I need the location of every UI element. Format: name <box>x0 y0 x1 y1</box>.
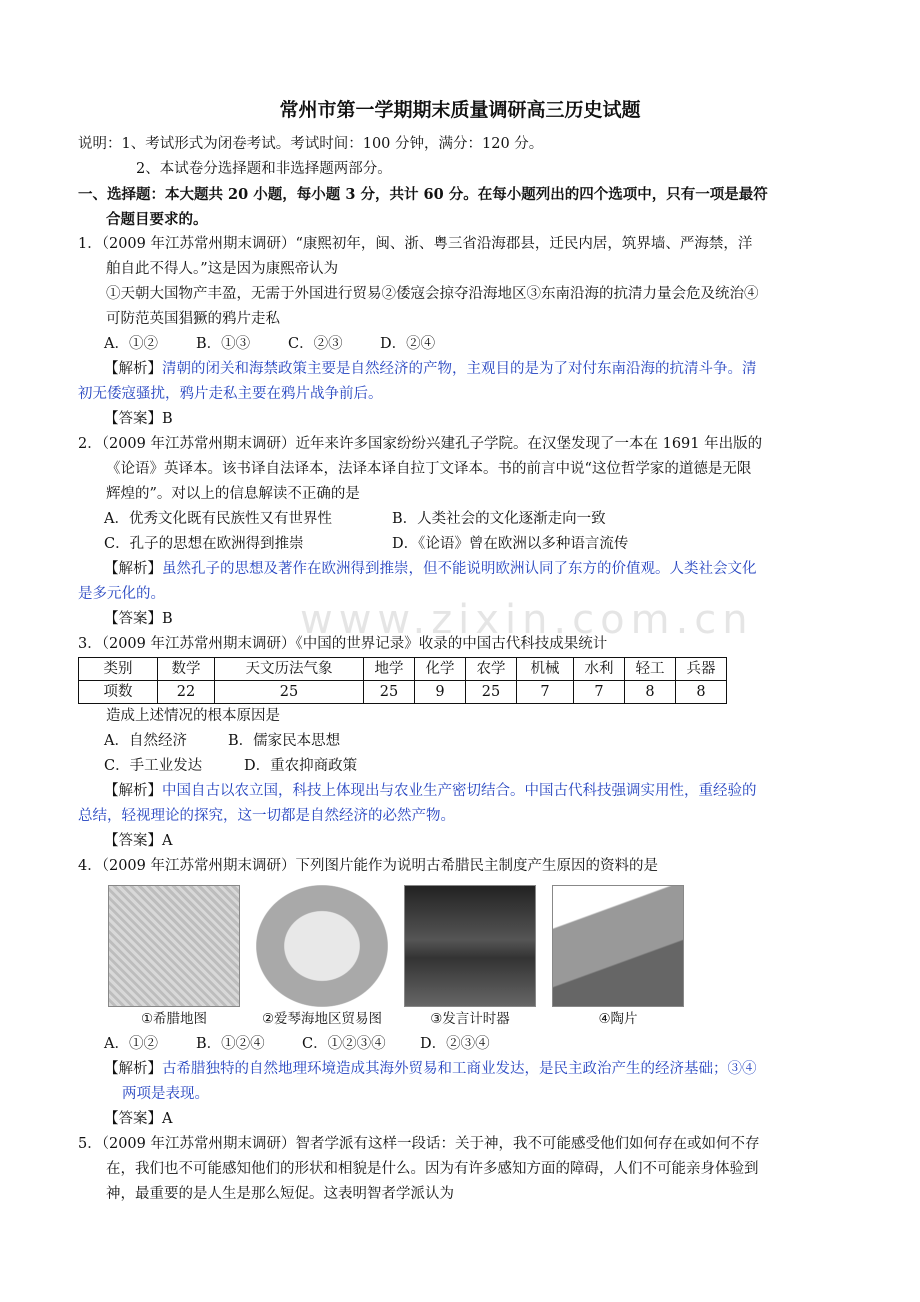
analysis-label: 【解析】 <box>104 361 162 377</box>
table-row <box>79 681 727 704</box>
water-clock-image <box>404 885 536 1007</box>
q1-analysis-text: 清朝的闭关和海禁政策主要是自然经济的产物，主观目的是为了对付东南沿海的抗清斗争。清 <box>162 361 757 377</box>
q1-option-a: A．①② <box>104 336 158 352</box>
q2-stem-2: 《论语》英译本。该书译自法译本，法译本译自拉丁文译本。书的前言中说“这位哲学家的道德是无限 <box>106 461 752 477</box>
answer-label: 【答案】 <box>104 1111 162 1127</box>
q1-option-d: D．②④ <box>380 336 436 352</box>
q1-stem-1: 1．（2009 年江苏常州期末调研）“康熙初年，闽、浙、粤三省沿海郡县，迁民内居，筑界墙、严海禁，洋 <box>78 236 753 252</box>
q3-analysis-1 <box>78 779 842 804</box>
q1-answer <box>78 407 842 432</box>
q2-analysis-1 <box>78 557 842 582</box>
q2-options-row-1 <box>78 507 842 532</box>
q2-answer-value: B <box>162 611 173 627</box>
q3-answer <box>78 829 842 854</box>
q1-option-b: B．①③ <box>196 336 251 352</box>
q2-option-a: A．优秀文化既有民族性又有世界性 <box>104 511 332 527</box>
q1-answer-value: B <box>162 411 173 427</box>
q4-picture-captions <box>78 1007 842 1032</box>
q3-options-row-1 <box>78 729 842 754</box>
q5-stem-1: 5．（2009 年江苏常州期末调研）智者学派有这样一段话：关于神，我不可能感受他们如何存在或如何不存 <box>78 1136 760 1152</box>
note-2: 2、本试卷分选择题和非选择题两部分。 <box>136 161 392 177</box>
q4-pictures <box>78 885 842 1007</box>
table-cell: 项数 <box>79 681 158 704</box>
caption-pottery-shard: ④陶片 <box>598 1011 638 1027</box>
table-cell: 天文历法气象 <box>215 658 364 681</box>
q1-stem-4: 可防范英国猖獗的鸦片走私 <box>106 311 280 327</box>
table-cell: 25 <box>364 681 415 704</box>
table-cell: 化学 <box>415 658 466 681</box>
q1-stem-3: ①天朝大国物产丰盈，无需于外国进行贸易②倭寇会掠夺沿海地区③东南沿海的抗清力量会危及统治④ <box>106 286 759 302</box>
q4-analysis-text: 古希腊独特的自然地理环境造成其海外贸易和工商业发达，是民主政治产生的经济基础；③④ <box>162 1061 757 1077</box>
q3-stem-2: 造成上述情况的根本原因是 <box>106 708 280 724</box>
table-cell: 兵器 <box>676 658 727 681</box>
q2-stem-3: 辉煌的”。对以上的信息解读不正确的是 <box>106 486 360 502</box>
table-cell: 数学 <box>158 658 215 681</box>
analysis-label: 【解析】 <box>104 783 162 799</box>
table-cell: 7 <box>574 681 625 704</box>
q4-analysis-2: 两项是表现。 <box>122 1086 209 1102</box>
table-cell: 25 <box>466 681 517 704</box>
watermark: www.zixin.com.cn <box>300 597 754 643</box>
table-cell: 8 <box>676 681 727 704</box>
q3-option-d: D．重农抑商政策 <box>244 758 358 774</box>
table-cell: 7 <box>517 681 574 704</box>
q3-answer-value: A <box>162 833 173 849</box>
q4-options <box>78 1032 842 1057</box>
q1-stem-2: 舶自此不得人。”这是因为康熙帝认为 <box>106 261 339 277</box>
q3-option-b: B．儒家民本思想 <box>228 733 341 749</box>
caption-greece-map: ①希腊地图 <box>140 1011 208 1027</box>
answer-label: 【答案】 <box>104 411 162 427</box>
table-cell: 轻工 <box>625 658 676 681</box>
q1-analysis-1 <box>78 357 842 382</box>
table-cell: 机械 <box>517 658 574 681</box>
table-cell: 22 <box>158 681 215 704</box>
q4-stem-1: 4．（2009 年江苏常州期末调研）下列图片能作为说明古希腊民主制度产生原因的资料的是 <box>78 858 658 874</box>
q4-option-a: A．①② <box>104 1036 158 1052</box>
q2-option-d: D．《论语》曾在欧洲以多种语言流传 <box>392 536 629 552</box>
q4-option-b: B．①②④ <box>196 1036 265 1052</box>
aegean-trade-map-image <box>256 885 388 1007</box>
page-title: 常州市第一学期期末质量调研高三历史试题 <box>279 99 641 121</box>
note-1: 说明：1、考试形式为闭卷考试。考试时间：100 分钟，满分：120 分。 <box>78 136 544 152</box>
analysis-label: 【解析】 <box>104 1061 162 1077</box>
q3-options-row-2 <box>78 754 842 779</box>
table-cell: 25 <box>215 681 364 704</box>
q4-answer <box>78 1107 842 1132</box>
caption-trade-map: ②爱琴海地区贸易图 <box>261 1011 383 1027</box>
table-cell: 9 <box>415 681 466 704</box>
q2-stem-1: 2．（2009 年江苏常州期末调研）近年来许多国家纷纷兴建孔子学院。在汉堡发现了一本在 1691 年出版的 <box>78 436 763 452</box>
q2-options-row-2 <box>78 532 842 557</box>
q4-analysis-1 <box>78 1057 842 1082</box>
q3-option-c: C．手工业发达 <box>104 758 203 774</box>
pottery-shard-image <box>552 885 684 1007</box>
q3-stem-1: 3．（2009 年江苏常州期末调研）《中国的世界记录》收录的中国古代科技成果统计 <box>78 636 608 652</box>
section-heading-line-2: 合题目要求的。 <box>106 211 208 228</box>
table-cell: 8 <box>625 681 676 704</box>
q5-stem-2: 在，我们也不可能感知他们的形状和相貌是什么。因为有许多感知方面的障碍，人们不可能亲身体验到 <box>106 1161 759 1177</box>
q2-analysis-2: 是多元化的。 <box>78 586 165 602</box>
q1-option-c: C．②③ <box>288 336 343 352</box>
q4-answer-value: A <box>162 1111 173 1127</box>
q4-option-d: D．②③④ <box>420 1036 490 1052</box>
table-cell: 农学 <box>466 658 517 681</box>
answer-label: 【答案】 <box>104 833 162 849</box>
table-cell: 类别 <box>79 658 158 681</box>
q2-analysis-text: 虽然孔子的思想及著作在欧洲得到推崇，但不能说明欧洲认同了东方的价值观。人类社会文化 <box>162 561 757 577</box>
q5-stem-3: 神，最重要的是人生是那么短促。这表明智者学派认为 <box>106 1186 454 1202</box>
q3-analysis-text: 中国自古以农立国，科技上体现出与农业生产密切结合。中国古代科技强调实用性，重经验的 <box>162 783 757 799</box>
analysis-label: 【解析】 <box>104 561 162 577</box>
table-header-row <box>79 658 727 681</box>
caption-water-clock: ③发言计时器 <box>430 1011 510 1027</box>
q4-option-c: C．①②③④ <box>302 1036 386 1052</box>
q2-option-c: C．孔子的思想在欧洲得到推崇 <box>104 536 304 552</box>
table-cell: 水利 <box>574 658 625 681</box>
q1-options <box>78 332 842 357</box>
greece-map-image <box>108 885 240 1007</box>
table-cell: 地学 <box>364 658 415 681</box>
q3-stats-table <box>78 657 727 704</box>
answer-label: 【答案】 <box>104 611 162 627</box>
q3-option-a: A．自然经济 <box>104 733 187 749</box>
q3-analysis-2: 总结，轻视理论的探究，这一切都是自然经济的必然产物。 <box>78 808 455 824</box>
q2-option-b: B．人类社会的文化逐渐走向一致 <box>392 511 606 527</box>
q1-analysis-2: 初无倭寇骚扰，鸦片走私主要在鸦片战争前后。 <box>78 386 383 402</box>
section-heading-line-1: 一、选择题：本大题共 20 小题，每小题 3 分，共计 60 分。在每小题列出的四个选项中，只有一项是最符 <box>78 186 768 203</box>
